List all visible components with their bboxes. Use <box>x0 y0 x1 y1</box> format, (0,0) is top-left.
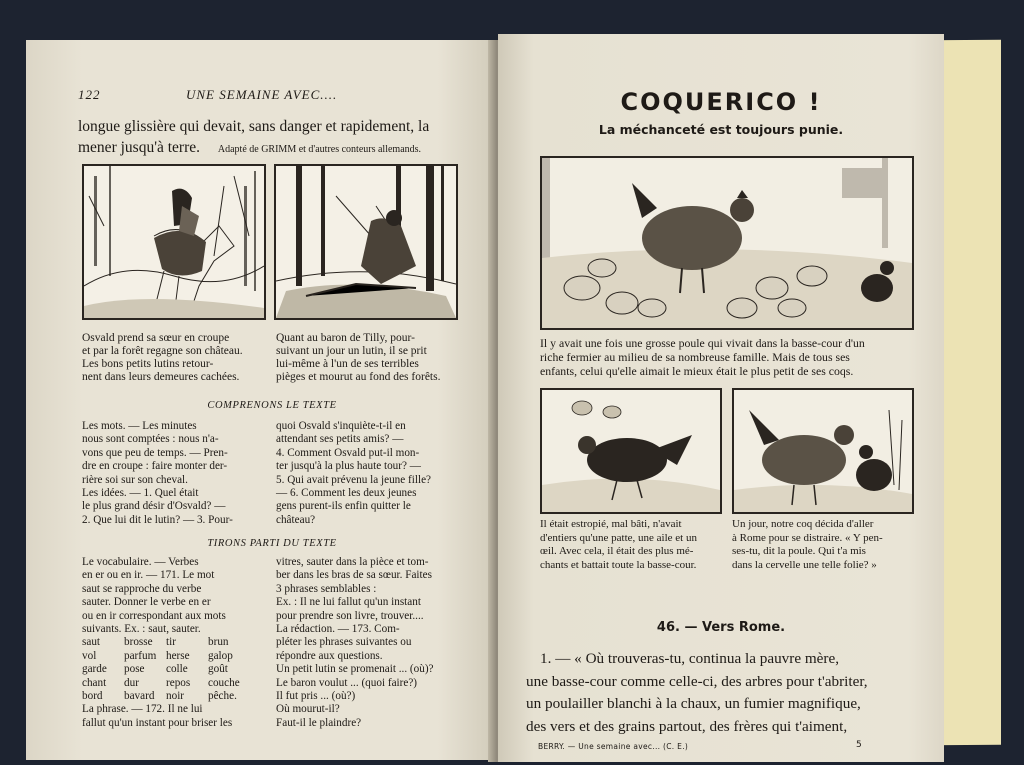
exercise-line: quoi Osvald s'inquiète-t-il en <box>276 420 406 432</box>
footer-sheet-number: 5 <box>856 740 863 750</box>
section-comprenons: COMPRENONS LE TEXTE <box>207 400 337 411</box>
caption-left <box>82 332 266 384</box>
vocab-line: La rédaction. — 173. Com- <box>276 623 400 636</box>
caption-line: à Rome pour se distraire. « Y pen- <box>732 531 883 544</box>
word-grid-cell: saut <box>82 636 101 649</box>
caption-line: dans la cervelle une telle folie? » <box>732 558 877 571</box>
caption-line: Osvald prend sa sœur en croupe <box>82 332 230 344</box>
word-grid-row <box>82 690 268 703</box>
intro-paragraph <box>540 336 912 378</box>
word-grid-cell: pose <box>124 663 145 676</box>
caption-line: œil. Avec cela, il était des plus mé- <box>540 545 694 557</box>
riders-horse-picture <box>84 166 264 318</box>
vocab-line: Un petit lutin se promenait ... (où)? <box>276 663 434 676</box>
caption-line: suivant un jour un lutin, il se prit <box>276 345 427 357</box>
word-grid-cell: garde <box>82 663 107 676</box>
word-grid-row <box>82 663 268 676</box>
caption-line: d'entiers qu'une patte, une aile et un <box>540 531 697 544</box>
word-grid-cell: tir <box>166 636 176 649</box>
vocab-line: en er ou en ir. — 171. Le mot <box>82 569 215 582</box>
fighting-cockerel-picture <box>542 390 720 512</box>
story-title: COQUERICO ! <box>620 88 822 116</box>
word-grid-row <box>82 636 268 649</box>
caption-line: et par la forêt regagne son château. <box>82 345 243 357</box>
vocab-line: 3 phrases semblables : <box>276 582 377 595</box>
caption-line: Les bons petits lutins retour- <box>82 358 214 370</box>
vocab-line: pour prendre son livre, trouver.... <box>276 609 424 622</box>
story-line: des vers et des grains partout, des frères qui t'aiment, <box>526 717 848 735</box>
word-grid-cell: herse <box>166 649 190 662</box>
exercise-line: vons que peu de temps. — Pren- <box>82 446 228 459</box>
word-grid-cell: bord <box>82 690 103 703</box>
word-grid-cell: vol <box>82 649 97 662</box>
right-page <box>498 34 944 762</box>
exercise-col2 <box>276 420 466 527</box>
vocab-line: pléter les phrases suivantes ou <box>276 636 412 649</box>
word-grid-row <box>82 650 268 663</box>
caption-line: pièges et mourut au fond des forêts. <box>276 371 441 383</box>
caption-line: nent dans leurs demeures cachées. <box>82 371 240 383</box>
word-grid-cell: repos <box>166 676 191 689</box>
vocab-line: suivants. Ex. : saut, sauter. <box>82 623 201 636</box>
paragraph-line: enfants, celui qu'elle aimait le mieux était le plus petit de ses coqs. <box>540 364 854 378</box>
caption-line: Quant au baron de Tilly, pour- <box>276 332 415 344</box>
story-line: 1. — « Où trouveras-tu, continua la pauvre mère, <box>540 650 840 667</box>
vocab-line: ber dans les bras de sa sœur. Faites <box>276 569 432 582</box>
word-grid-row <box>82 677 268 690</box>
story-line: un poulailler blanchi à la chaux, un fumier magnifique, <box>526 695 861 712</box>
vocab-line: sauter. Donner le verbe en er <box>82 596 211 609</box>
caption-right <box>276 332 466 384</box>
text-line: longue glissière qui devait, sans danger et rapidement, la <box>78 118 430 135</box>
paragraph-line: riche fermier au milieu de sa nombreuse famille. Mais de tous ses <box>540 350 850 364</box>
vocab-line: ou en ir correspondant aux mots <box>82 609 226 622</box>
exercise-line: nous sont comptées : nous n'a- <box>82 433 219 446</box>
hen-with-chicks-picture <box>542 158 912 328</box>
illustration-baron-trap <box>274 164 458 320</box>
credit: Adapté de GRIMM et d'autres conteurs allemands. <box>217 144 422 155</box>
caption-line: Un jour, notre coq décida d'aller <box>732 518 874 530</box>
text-top <box>78 116 478 158</box>
word-grid-cell: colle <box>166 663 188 676</box>
caption-cockerel-right <box>732 518 916 572</box>
exercise-line: le plus grand désir d'Osvald? — <box>82 500 226 513</box>
hen-and-cockerel-picture <box>734 390 912 512</box>
exercise-line: Les idées. — 1. Quel était <box>82 487 199 500</box>
vocab-line: La phrase. — 172. Il ne lui <box>82 703 203 716</box>
word-grid-cell: noir <box>166 690 185 703</box>
exercise-line: attendant ses petits amis? — <box>276 433 404 446</box>
vocab-line: Le vocabulaire. — Verbes <box>82 556 199 568</box>
story-text <box>526 648 918 738</box>
footer-signature: BERRY. — Une semaine avec... (C. E.) <box>538 742 689 751</box>
vocab-line: répondre aux questions. <box>276 649 383 662</box>
illustration-hen-and-cockerel <box>732 388 914 514</box>
caption-line: Il était estropié, mal bâti, n'avait <box>540 518 682 530</box>
caption-line: chants et battait toute la basse-cour. <box>540 558 697 571</box>
exercise-line: 4. Comment Osvald put-il mon- <box>276 446 420 459</box>
vocab-line: fallut qu'un instant pour briser les <box>82 716 233 729</box>
word-grid-cell: goût <box>208 663 228 676</box>
vocab-line: Il fut pris ... (où?) <box>276 690 356 703</box>
exercise-line: dre en croupe : faire monter der- <box>82 460 228 473</box>
exercise-line: — 6. Comment les deux jeunes <box>276 487 417 500</box>
caption-line: ses-tu, dit la poule. Qui t'a mis <box>732 545 866 557</box>
illustration-crippled-cockerel <box>540 388 722 514</box>
exercise-col1 <box>82 420 268 527</box>
running-head: UNE SEMAINE AVEC.... <box>186 87 338 102</box>
caption-cockerel-left <box>540 518 724 572</box>
word-grid-cell: couche <box>208 676 240 689</box>
vocab-line: Où mourut-il? <box>276 703 340 716</box>
word-grid-cell: bavard <box>124 690 155 703</box>
lesson-title: 46. — Vers Rome. <box>656 620 786 635</box>
exercise-line: 5. Qui avait prévenu la jeune fille? <box>276 473 432 486</box>
illustration-hen-family <box>540 156 914 330</box>
vocab-line: vitres, sauter dans la pièce et tom- <box>276 556 429 568</box>
exercise-line: rière soi sur son cheval. <box>82 473 188 486</box>
vocab-line: Faut-il le plaindre? <box>276 716 362 729</box>
vocab-col2 <box>276 556 468 730</box>
page-number: 122 <box>78 87 101 102</box>
story-line: une basse-cour comme celle-ci, des arbres pour t'abriter, <box>526 672 868 690</box>
exercise-line: ter jusqu'à la plus haute tour? — <box>276 460 421 473</box>
word-grid-cell: brosse <box>124 636 153 649</box>
exercise-line: 2. Que lui dit le lutin? — 3. Pour- <box>82 513 233 526</box>
story-subtitle: La méchanceté est toujours punie. <box>598 122 844 137</box>
word-grid-cell: brun <box>208 636 229 649</box>
paragraph-line: Il y avait une fois une grosse poule qui vivait dans la basse-cour d'un <box>540 336 865 350</box>
baron-in-forest-picture <box>276 166 456 318</box>
illustration-riders <box>82 164 266 320</box>
section-tirons: TIRONS PARTI DU TEXTE <box>207 538 337 549</box>
vocab-line: Ex. : Il ne lui fallut qu'un instant <box>276 596 421 609</box>
vocab-line: Le baron voulut ... (quoi faire?) <box>276 676 418 689</box>
exercise-line: Les mots. — Les minutes <box>82 420 197 432</box>
word-grid-cell: parfum <box>124 649 157 662</box>
word-grid-cell: chant <box>82 676 107 689</box>
word-grid-cell: dur <box>124 676 139 689</box>
word-grid-cell: galop <box>208 649 233 662</box>
left-page <box>26 40 494 760</box>
text-line: mener jusqu'à terre. <box>78 139 201 156</box>
word-grid-cell: pêche. <box>208 690 237 703</box>
vocab-col1 <box>82 556 268 730</box>
exercise-line: gens purent-ils enfin quitter le <box>276 500 411 513</box>
vocab-line: saut se rapproche du verbe <box>82 582 202 595</box>
word-grid <box>82 636 268 703</box>
caption-line: lui-même à l'un de ses terribles <box>276 358 419 370</box>
exercise-line: château? <box>276 513 316 526</box>
